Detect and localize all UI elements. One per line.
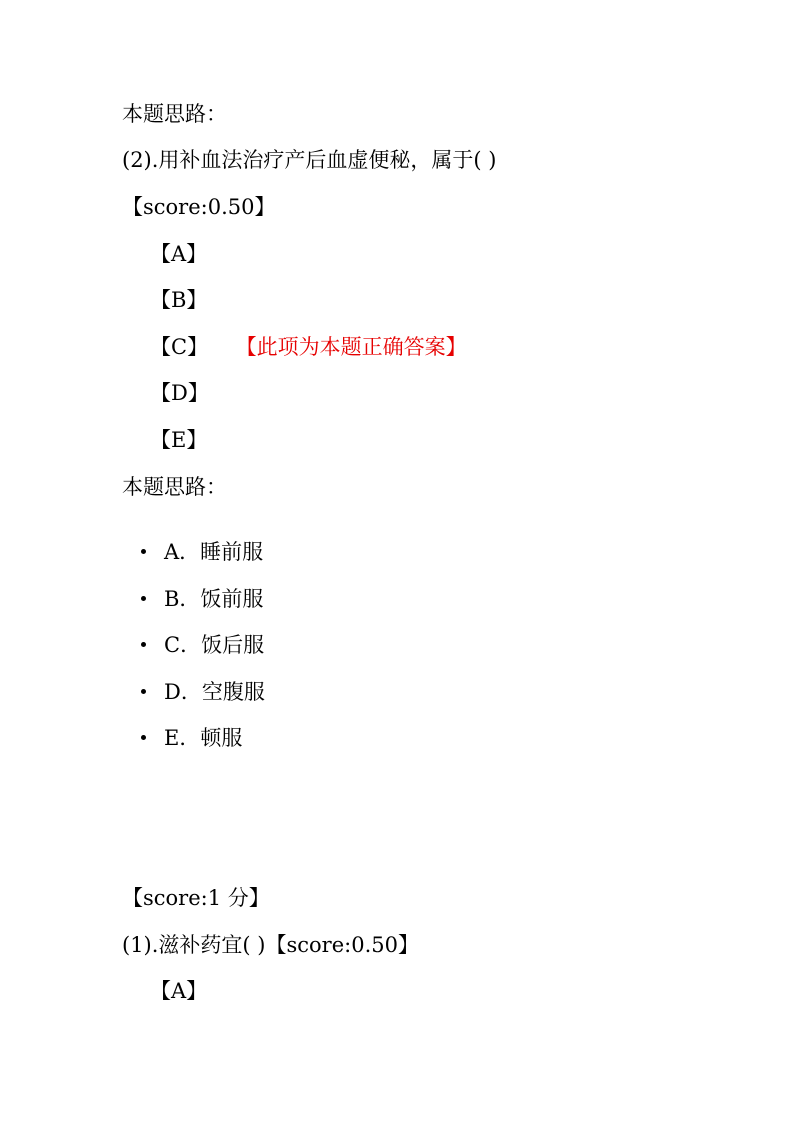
thinking-label: 本题思路： [122, 475, 227, 499]
list-item [141, 631, 264, 659]
bullet-icon [141, 735, 146, 740]
list-item-text: B．饭前服 [164, 587, 264, 611]
option-label: 【E】 [150, 428, 208, 452]
list-item-text: D．空腹服 [164, 680, 265, 704]
bullet-icon [141, 596, 146, 601]
group-score: 【score:1 分】 [122, 886, 270, 910]
thinking-label-previous: 本题思路： [122, 102, 227, 126]
question-text: (2).用补血法治疗产后血虚便秘，属于( ) [122, 148, 497, 172]
option-d [150, 379, 209, 407]
list-item [141, 585, 263, 613]
bullet-icon [141, 689, 146, 694]
list-item-text: A．睡前服 [164, 540, 264, 564]
list-item [141, 724, 242, 752]
next-option-a: 【A】 [150, 979, 208, 1003]
next-question-text: (1).滋补药宜( )【score:0.50】 [122, 933, 419, 957]
option-label: 【D】 [150, 381, 209, 405]
bullet-icon [141, 642, 146, 647]
option-label: 【C】 [150, 335, 209, 359]
option-label: 【A】 [150, 242, 208, 266]
list-item-text: C．饭后服 [164, 633, 265, 657]
option-label: 【B】 [150, 288, 208, 312]
list-item-text: E．顿服 [164, 726, 243, 750]
option-e [150, 426, 207, 454]
list-item [141, 678, 265, 706]
list-item [141, 538, 263, 566]
option-a [150, 240, 207, 268]
option-c [150, 333, 467, 361]
bullet-icon [141, 549, 146, 554]
correct-answer-marker: 【此项为本题正确答案】 [246, 335, 467, 359]
question-score: 【score:0.50】 [122, 195, 276, 219]
option-b [150, 286, 207, 314]
